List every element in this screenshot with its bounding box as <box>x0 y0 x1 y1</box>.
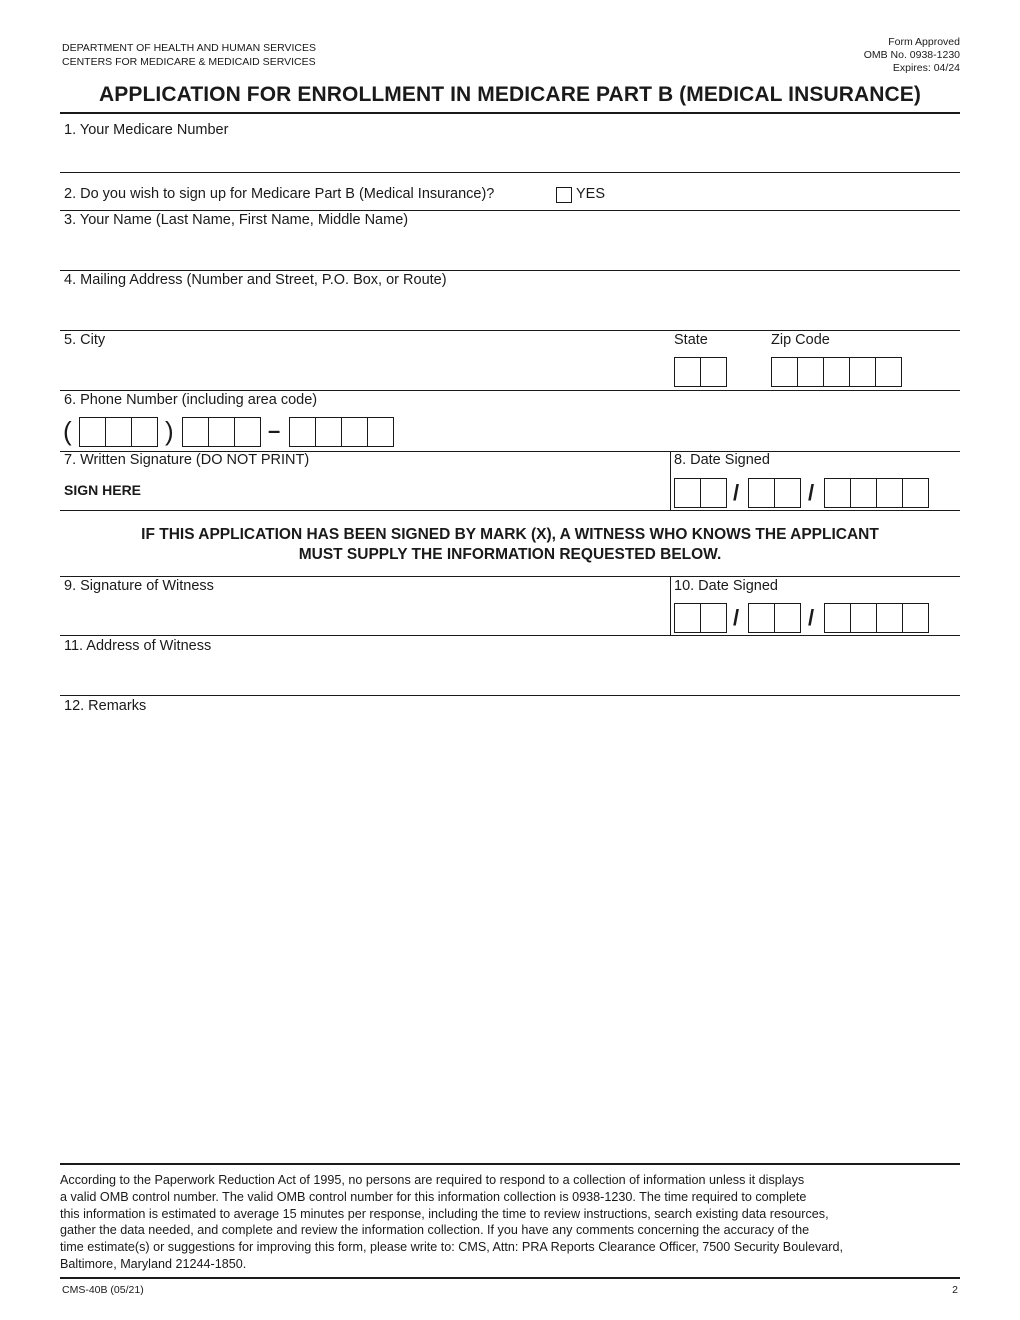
pra-line: this information is estimated to average 15 minutes per response, including the time to review instructions, search existing data resources, <box>60 1206 829 1221</box>
witness-signature-label: 9. Signature of Witness <box>64 578 214 594</box>
state-label: State <box>674 332 708 348</box>
sign-here-label: SIGN HERE <box>64 482 142 498</box>
area-code-close-paren: ) <box>165 416 174 446</box>
agency-subname: CENTERS FOR MEDICARE & MEDICAID SERVICES <box>62 56 316 68</box>
title-rule <box>60 112 960 114</box>
form-approved-label: Form Approved <box>888 36 960 48</box>
form-number: CMS-40B (05/21) <box>62 1284 144 1296</box>
state-boxes[interactable] <box>674 357 727 387</box>
written-signature-label: 7. Written Signature (DO NOT PRINT) <box>64 452 310 468</box>
yes-option-label: YES <box>576 186 606 202</box>
witness-date-day-boxes[interactable] <box>748 603 801 633</box>
expiration-date: Expires: 04/24 <box>892 62 960 74</box>
date-separator: / <box>808 480 815 505</box>
footer-rule <box>60 1163 960 1165</box>
paperwork-reduction-notice <box>60 1172 960 1273</box>
zip-code-label: Zip Code <box>771 332 830 348</box>
area-code-open-paren: ( <box>63 416 72 446</box>
mailing-address-field[interactable] <box>60 330 960 331</box>
witness-date-year-boxes[interactable] <box>824 603 929 633</box>
mailing-address-label: 4. Mailing Address (Number and Street, P.O. Box, or Route) <box>64 272 447 288</box>
pra-line: Baltimore, Maryland 21244-1850. <box>60 1256 247 1271</box>
date-signed-label: 8. Date Signed <box>674 452 770 468</box>
agency-name: DEPARTMENT OF HEALTH AND HUMAN SERVICES <box>62 42 316 54</box>
witness-date-month-boxes[interactable] <box>674 603 727 633</box>
pra-line: a valid OMB control number. The valid OMB control number for this information collection is 0938-1230. The time required to complete <box>60 1189 807 1204</box>
area-code-boxes[interactable] <box>79 417 158 447</box>
witness-notice-line: IF THIS APPLICATION HAS BEEN SIGNED BY MARK (X), A WITNESS WHO KNOWS THE APPLICANT <box>141 526 879 543</box>
witness-signature-field[interactable] <box>60 635 960 636</box>
date-separator: / <box>733 605 740 630</box>
date-year-boxes[interactable] <box>824 478 929 508</box>
divider <box>60 210 960 211</box>
remarks-field[interactable] <box>60 720 960 1160</box>
name-field[interactable] <box>60 270 960 271</box>
city-label: 5. City <box>64 332 106 348</box>
medicare-number-label: 1. Your Medicare Number <box>64 122 229 138</box>
phone-line-boxes[interactable] <box>289 417 394 447</box>
omb-approval-block <box>864 36 960 75</box>
divider <box>60 576 960 577</box>
date-month-boxes[interactable] <box>674 478 727 508</box>
divider <box>670 451 671 511</box>
witness-notice-line: MUST SUPPLY THE INFORMATION REQUESTED BELOW. <box>298 546 722 563</box>
yes-checkbox[interactable] <box>556 187 572 203</box>
date-separator: / <box>808 605 815 630</box>
medicare-number-field[interactable] <box>60 172 960 173</box>
date-separator: / <box>733 480 740 505</box>
signature-field[interactable] <box>60 510 960 511</box>
form-title: APPLICATION FOR ENROLLMENT IN MEDICARE PART B (MEDICAL INSURANCE) <box>99 83 921 106</box>
remarks-label: 12. Remarks <box>64 698 147 714</box>
agency-block <box>62 41 316 69</box>
phone-dash: – <box>268 418 281 443</box>
witness-address-label: 11. Address of Witness <box>64 638 212 654</box>
page-number: 2 <box>952 1284 958 1296</box>
phone-prefix-boxes[interactable] <box>182 417 261 447</box>
omb-number: OMB No. 0938-1230 <box>863 49 960 61</box>
pra-line: time estimate(s) or suggestions for improving this form, please write to: CMS, Attn: PRA Reports Clearance Officer, 7500 Security Boulevard, <box>60 1240 844 1255</box>
pra-line: gather the data needed, and complete and review the information collection. If you have any comments concerning the accuracy of the <box>60 1223 810 1238</box>
divider <box>60 390 960 391</box>
pra-line: According to the Paperwork Reduction Act of 1995, no persons are required to respond to a collection of information unless it displays <box>60 1173 805 1187</box>
footer-bottom-rule <box>60 1277 960 1279</box>
witness-address-field[interactable] <box>60 695 960 696</box>
phone-number-label: 6. Phone Number (including area code) <box>64 392 318 408</box>
zip-code-boxes[interactable] <box>771 357 902 387</box>
signup-question-label: 2. Do you wish to sign up for Medicare Part B (Medical Insurance)? <box>64 186 495 202</box>
name-label: 3. Your Name (Last Name, First Name, Middle Name) <box>64 212 409 228</box>
witness-notice <box>60 525 960 565</box>
divider <box>670 576 671 636</box>
witness-date-signed-label: 10. Date Signed <box>674 578 778 594</box>
date-day-boxes[interactable] <box>748 478 801 508</box>
